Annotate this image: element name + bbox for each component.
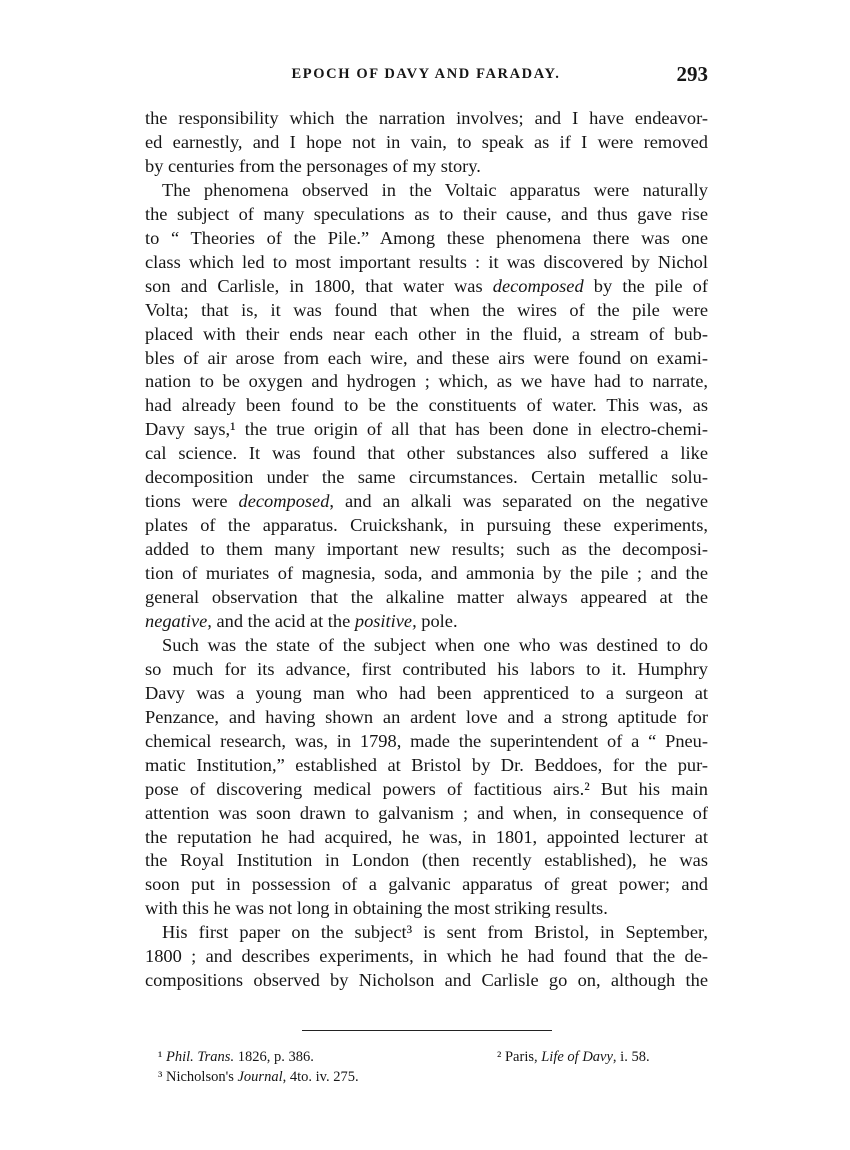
text-line: general observation that the alkaline matter always appeared at the [145,587,708,607]
text-line: negative, and the acid at the positive, pole. [145,610,458,631]
text-line: nation to be oxygen and hydrogen ; which, as we have had to narrate, [145,371,708,392]
text-line: decomposition under the same circumstances. Certain metallic solu- [145,467,708,488]
text-line: soon put in possession of a galvanic apparatus of great power; and [145,874,708,895]
text-line: Volta; that is, it was found that when the wires of the pile were [145,299,708,320]
footnote-2 [497,1047,650,1067]
footnote-marker: ² [497,1049,502,1065]
text-line: 1800 ; and describes experiments, in which he had found that the de- [145,946,708,967]
text-line: to “ Theories of the Pile.” Among these phenomena there was one [145,227,708,248]
text-line: compositions observed by Nicholson and Carlisle go on, although the [145,970,708,991]
text-line: placed with their ends near each other in the fluid, a stream of bub- [145,323,708,344]
text-line: added to them many important new results; such as the decomposi- [145,539,708,560]
text-line: His first paper on the subject³ is sent from Bristol, in September, [162,922,708,943]
footnote-rule [302,1030,552,1031]
text-line: chemical research, was, in 1798, made the superintendent of a “ Pneu- [145,730,708,751]
page-header [144,62,708,90]
text-line: with this he was not long in obtaining the most striking results. [145,898,608,919]
text-line: plates of the apparatus. Cruickshank, in pursuing these experiments, [145,515,708,536]
text-line: by centuries from the personages of my story. [145,155,481,176]
text-line: Penzance, and having shown an ardent love and a strong aptitude for [145,706,708,727]
text-line: Davy says,¹ the true origin of all that has been done in electro-chemi- [145,419,708,440]
text-line: pose of discovering medical powers of factitious airs.² But his main [145,778,708,799]
text-line: tions were decomposed, and an alkali was separated on the negative [145,491,708,512]
running-title: EPOCH OF DAVY AND FARADAY. [291,66,561,82]
text-line: class which led to most important results : it was discovered by Nichol [145,251,708,272]
text-line: tion of muriates of magnesia, soda, and ammonia by the pile ; and the [145,563,708,584]
text-line: bles of air arose from each wire, and these airs were found on exami- [145,347,708,368]
text-line: cal science. It was found that other substances also suffered a like [145,443,708,464]
text-line: so much for its advance, first contributed his labors to it. Humphry [145,658,708,679]
footnote-1 [158,1047,314,1067]
page-number: 293 [676,62,708,86]
text-line: son and Carlisle, in 1800, that water was decomposed by the pile of [145,275,708,296]
text-line: the subject of many speculations as to their cause, and thus gave rise [145,203,708,224]
text-line: the Royal Institution in London (then recently established), he was [145,850,708,871]
footnote-marker: ³ [158,1069,163,1085]
text-line: the responsibility which the narration involves; and I have endeavor- [145,108,708,128]
text-line: attention was soon drawn to galvanism ; and when, in consequence of [145,802,708,823]
text-line: ed earnestly, and I hope not in vain, to speak as if I were removed [145,131,708,152]
text-line: had already been found to be the constituents of water. This was, as [145,395,708,416]
footnote-text: Paris, Life of Davy, i. 58. [504,1049,650,1065]
text-line: The phenomena observed in the Voltaic apparatus were naturally [162,179,708,200]
footnote-marker: ¹ [158,1049,163,1065]
text-line: Such was the state of the subject when one who was destined to do [162,634,708,655]
footnote-text: Nicholson's Journal, 4to. iv. 275. [165,1069,359,1085]
text-line: matic Institution,” established at Bristol by Dr. Beddoes, for the pur- [145,754,708,775]
footnote-text: Phil. Trans. 1826, p. 386. [165,1049,314,1065]
footnote-3 [158,1067,359,1087]
text-line: Davy was a young man who had been apprenticed to a surgeon at [145,682,708,703]
text-line: the reputation he had acquired, he was, in 1801, appointed lecturer at [145,826,708,847]
